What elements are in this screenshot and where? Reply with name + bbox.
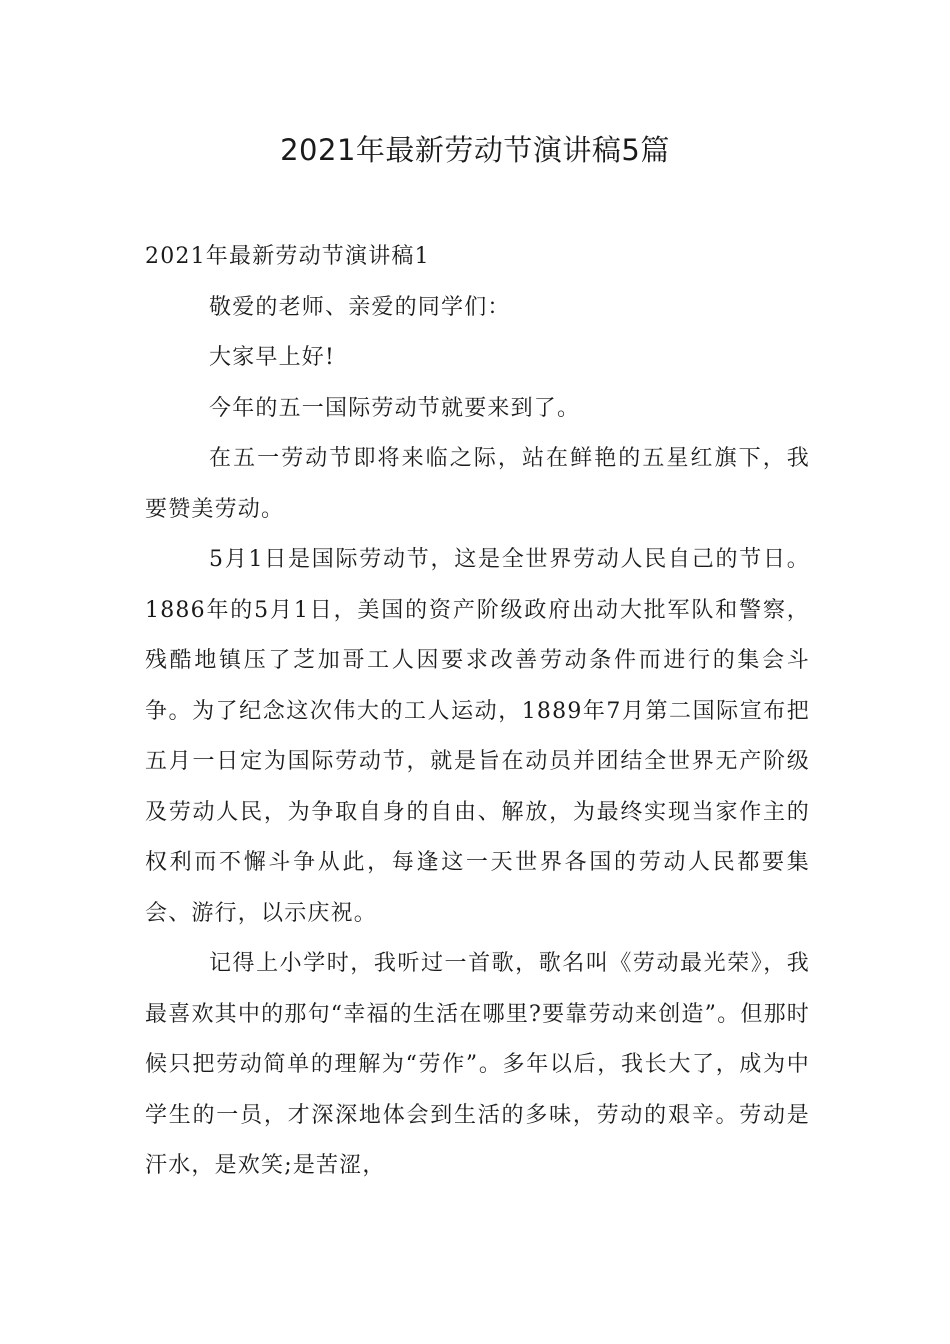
paragraph-salutation: 敬爱的老师、亲爱的同学们： <box>209 294 511 320</box>
document-body <box>145 232 810 1192</box>
document-title: 2021年最新劳动节演讲稿5篇 <box>280 133 670 167</box>
paragraph-intro: 今年的五一国际劳动节就要来到了。 <box>209 395 581 421</box>
paragraph-history: 5月1日是国际劳动节，这是全世界劳动人民自己的节日。1886年的5月1日，美国的资产阶级政府出动大批军队和警察，残酷地镇压了芝加哥工人因要求改善劳动条件而进行的集会斗争。为了纪念这次伟大的工人运动，1889年7月第二国际宣布把五月一日定为国际劳动节，就是旨在动员并团结全世界无产阶级及劳动人民，为争取自身的自由、解放，为最终实现当家作主的权利而不懈斗争从此，每逢这一天世界各国的劳动人民都要集会、游行，以示庆祝。 <box>145 547 810 926</box>
paragraph-praise: 在五一劳动节即将来临之际，站在鲜艳的五星红旗下，我要赞美劳动。 <box>145 446 810 522</box>
paragraph-greeting: 大家早上好! <box>209 345 336 370</box>
paragraph-memory: 记得上小学时，我听过一首歌，歌名叫《劳动最光荣》，我最喜欢其中的那句“幸福的生活在哪里?要靠劳动来创造”。但那时候只把劳动简单的理解为“劳作”。多年以后，我长大了，成为中学生的一员，才深深地体会到生活的多味，劳动的艰辛。劳动是汗水，是欢笑;是苦涩， <box>145 951 810 1178</box>
section-heading: 2021年最新劳动节演讲稿1 <box>145 244 430 269</box>
